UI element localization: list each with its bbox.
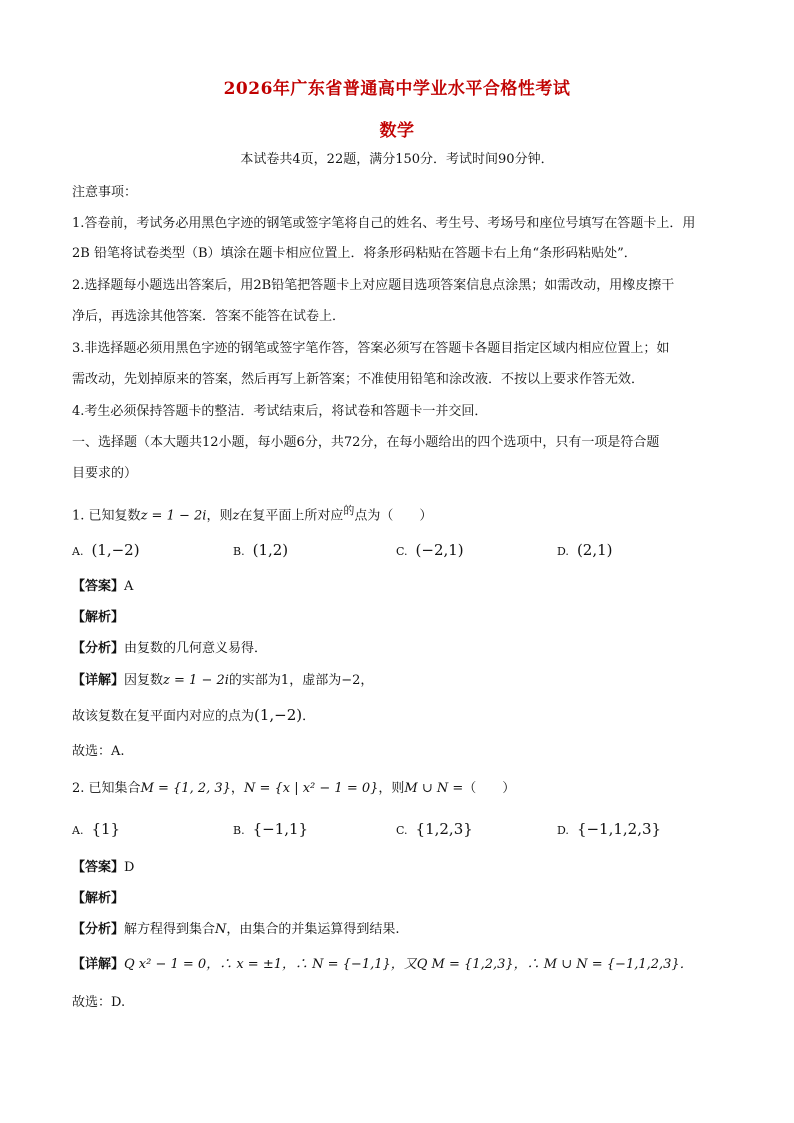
fenxi-tag: 【分析】 [72, 641, 125, 656]
exam-title: 2026年广东省普通高中学业水平合格性考试 [223, 79, 571, 99]
detail-tag: 【详解】 [72, 673, 125, 688]
question-text: ， [230, 781, 244, 796]
option-value: {−1,1} [252, 820, 309, 838]
fenxi-text: ，由集合的并集运算得到结果. [226, 922, 400, 937]
math-variable: N [215, 922, 227, 937]
option-label: D. [557, 545, 569, 558]
exam-info: 本试卷共4页，22题，满分150分．考试时间90分钟． [240, 152, 554, 167]
q1-analysis [72, 609, 732, 627]
q2-answer [72, 859, 732, 877]
superscript-text: 的 [343, 504, 355, 517]
question-text: 已知集合 [88, 781, 141, 796]
question-1-stem [72, 502, 732, 525]
answer-tag: 【答案】 [72, 860, 125, 875]
q2-option-b[interactable] [233, 820, 308, 840]
q2-option-c[interactable] [396, 820, 473, 840]
option-label: D. [557, 824, 569, 837]
question-text: （ ） [463, 781, 516, 796]
option-label: C. [396, 545, 408, 558]
option-label: C. [396, 824, 408, 837]
detail-tag: 【详解】 [72, 957, 125, 972]
option-value: (1,2) [252, 541, 289, 559]
question-number: 1. [72, 508, 85, 524]
math-expression: N = {x | x² − 1 = 0} [243, 781, 379, 796]
detail-text: 故该复数在复平面内对应的点为 [72, 709, 255, 724]
fenxi-text: 解方程得到集合 [124, 922, 216, 937]
option-label: A. [72, 545, 84, 558]
q1-detail [72, 672, 732, 690]
notes-heading: 注意事项： [72, 185, 138, 200]
subject-title: 数学 [379, 121, 415, 141]
q1-fenxi [72, 640, 732, 658]
option-value: {−1,1,2,3} [576, 820, 662, 838]
option-value: (2,1) [576, 541, 613, 559]
note-4: 4.考生必须保持答题卡的整洁．考试结束后，将试卷和答题卡一并交回． [72, 404, 488, 419]
question-text: 点为（ ） [354, 508, 433, 524]
math-value: 1 [280, 673, 290, 688]
note-3-line-1: 3.非选择题必须用黑色字迹的钢笔或签字笔作答，答案必须写在答题卡各题目指定区域内相应位置上；如 [72, 341, 670, 356]
q1-option-b[interactable] [233, 541, 288, 561]
question-text: 在复平面上所对应 [239, 508, 344, 524]
q2-analysis [72, 890, 732, 908]
note-2-line-1: 2.选择题每小题选出答案后，用2B铅笔把答题卡上对应题目选项答案信息点涂黑；如需改动，用橡皮擦干 [72, 278, 675, 293]
q2-fenxi [72, 921, 732, 939]
question-number: 2. [72, 781, 85, 796]
section-1-line-2: 目要求的） [72, 466, 138, 481]
analysis-tag: 【解析】 [72, 891, 125, 906]
option-label: A. [72, 824, 84, 837]
detail-text: Q x² − 1 = 0，∴ x = ±1，∴ N = {−1,1}，又Q M = {1,2,3}，∴ M ∪ N = {−1,1,2,3}． [124, 957, 693, 972]
question-text: 已知复数 [88, 508, 141, 524]
q1-detail-2 [72, 706, 732, 726]
detail-text: 的实部为 [228, 673, 281, 688]
option-value: {1} [91, 820, 121, 838]
detail-text: ，虚部为 [289, 673, 342, 688]
q1-option-c[interactable] [396, 541, 464, 561]
fenxi-tag: 【分析】 [72, 922, 125, 937]
math-expression: M ∪ N = [404, 781, 464, 796]
detail-text: 因复数 [124, 673, 164, 688]
math-expression: z = 1 − 2i [163, 673, 229, 688]
q2-choose: 故选：D. [72, 995, 126, 1010]
question-text: ，则 [206, 508, 233, 524]
q1-choose: 故选：A. [72, 744, 125, 759]
q2-detail [72, 956, 732, 974]
q1-option-d[interactable] [557, 541, 613, 561]
answer-tag: 【答案】 [72, 579, 125, 594]
note-3-line-2: 需改动，先划掉原来的答案，然后再写上新答案；不准使用铅笔和涂改液．不按以上要求作答无效． [72, 372, 645, 387]
detail-text: ． [302, 709, 316, 724]
note-2-line-2: 净后，再选涂其他答案．答案不能答在试卷上． [72, 309, 346, 324]
question-2-stem [72, 780, 732, 798]
option-label: B. [233, 545, 245, 558]
note-1-line-1: 1.答卷前，考试务必用黑色字迹的钢笔或签字笔将自己的姓名、考生号、考场号和座位号填写在答题卡上．用 [72, 216, 696, 231]
q1-option-a[interactable] [72, 541, 140, 561]
option-value: (1,−2) [91, 541, 140, 559]
math-value: −2 [341, 673, 361, 688]
math-value: (1,−2) [254, 706, 303, 724]
math-expression: M = {1, 2, 3} [140, 781, 231, 796]
option-value: {1,2,3} [415, 820, 473, 838]
note-1-line-2: 2B 铅笔将试卷类型（B）填涂在题卡相应位置上．将条形码粘贴在答题卡右上角“条形码粘贴处”． [72, 246, 637, 261]
question-text: ，则 [378, 781, 405, 796]
option-value: (−2,1) [415, 541, 464, 559]
option-label: B. [233, 824, 245, 837]
detail-text: ， [360, 673, 374, 688]
q2-option-d[interactable] [557, 820, 661, 840]
answer-value: D [124, 860, 135, 875]
q2-option-a[interactable] [72, 820, 120, 840]
analysis-tag: 【解析】 [72, 610, 125, 625]
answer-value: A [124, 579, 134, 594]
section-1-line-1: 一、选择题（本大题共12小题，每小题6分，共72分，在每小题给出的四个选项中，只有一项是符合题 [72, 435, 660, 450]
math-expression: z = 1 − 2i [140, 508, 207, 524]
math-variable: z [232, 508, 240, 524]
fenxi-text: 由复数的几何意义易得． [124, 641, 268, 656]
q1-answer [72, 578, 732, 596]
